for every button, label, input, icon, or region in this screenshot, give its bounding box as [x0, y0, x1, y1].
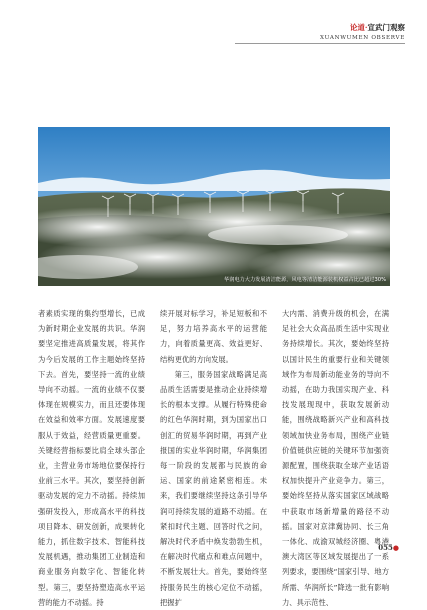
section-separator: ·	[364, 23, 368, 32]
paragraph: 续开展对标学习，补足短板和不足，努力培养高水平的运营能力，向着质量更高、效益更好、结构更优的方向发展。	[160, 309, 267, 364]
section-title-text: 宣武门观察	[367, 23, 405, 32]
text-column-1	[38, 306, 145, 610]
section-title	[235, 22, 405, 33]
page-number-text: 055	[378, 543, 393, 552]
text-column-2	[160, 306, 267, 610]
page-number	[378, 543, 399, 552]
text-column-3	[282, 306, 389, 610]
wind-farm-photo	[38, 127, 390, 286]
page-number-dot: ●	[392, 543, 399, 552]
section-prefix: 论道	[349, 23, 365, 32]
section-header	[235, 22, 405, 44]
photo-caption: 华润电力大力发展清洁能源，风电等清洁能源装机权益占比已超过30%	[224, 277, 386, 283]
paragraph: 第三，服务国家战略满足高品质生活需要是推动企业持续增长的根本支撑。从履行特殊使命的红色华润时期，到为国家出口创汇的贸易华润时期，再到产业报国的实业华润时期，华润集团每一阶段的发展都与民族的命运、国家的前途紧密相连。未来，我们要继续坚持这条引导华润可持续发展的道路不动摇。在紧扣时代主题、回答时代之问，解决时代矛盾中焕发勃勃生机，在解决时代痛点和难点问题中，不断发展壮大。首先，要始终坚持服务民生的核心定位不动摇，把握扩	[160, 369, 267, 607]
paragraph: 者素质实现的集约型增长，已成为新时期企业发展的共识。华润要坚定推进高质量发展，将其作为今后发展的工作主题始终坚持下去。首先，要坚持一流的业绩导向不动摇。一流的业绩不仅要体现在规模实力，而且还要体现在效益和效率方面。发展速度要服从于效益，经营质量更重要。关键经营指标要比肩全球头部企业，主营业务市场地位要保持行业前三水平。其次，要坚持创新驱动发展的定力不动摇。持续加强研发投入，形成高水平的科技项目降本、研发创新，成果转化能力，抓住数字技术、智能科技发展机遇，推动集团工业制造和商业服务向数字化、智能化转型。第三，要坚持塑造高水平运营的能力不动摇。持	[38, 309, 145, 607]
section-title-en: XUANWUMEN OBSERVE	[319, 35, 405, 41]
wind-farm-illustration	[38, 127, 390, 286]
header-rule	[235, 43, 405, 44]
paragraph: 大内需、消费升级的机会，在满足社会大众高品质生活中实现业务持续增长。其次，要始终坚持以国计民生的重要行业和关键领域作为布局新动能业务的导向不动摇，在助力我国实现产业、科技发展现现中，获取发展新动能，围绕战略新兴产业和高科技领域加快业务布局，围绕产业链价值链供应链的关键环节加强资源配置，围绕获取全球产业话语权加快提升产业竞争力。第三，要始终坚持从落实国家区域战略中获取市场新增量的路径不动摇。国家对京津冀协同、长三角一体化、成渝双城经济圈、粤港澳大湾区等区域发展提出了一系列要求，要围绕“国家引导、地方所需、华润所长”降选一批有影响力、具示范性、	[282, 309, 389, 607]
